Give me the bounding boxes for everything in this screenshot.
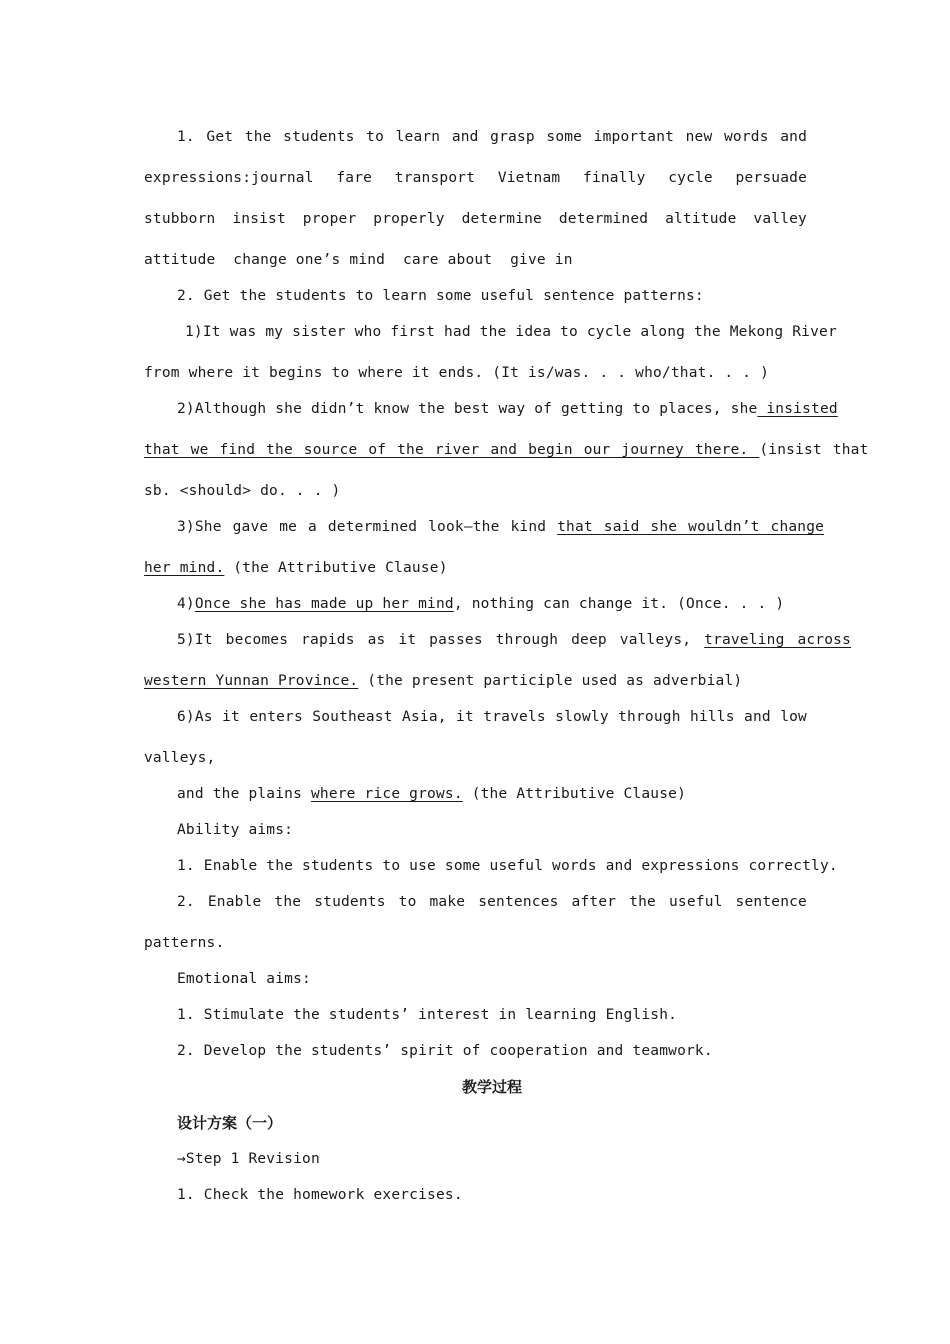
- sentence-2-underlined: insisted: [757, 401, 838, 417]
- plan-heading: 设计方案（一）: [177, 1114, 283, 1132]
- sentence-5-note: (the present participle used as adverbial): [358, 673, 743, 689]
- emotional-aim-1: 1. Stimulate the students’ interest in learning English.: [177, 1007, 678, 1023]
- objective-1-line-1: 1. Get the students to learn and grasp some important new words and: [177, 129, 807, 145]
- sentence-3-line-1: [177, 517, 825, 537]
- sentence-2-text: 2)Although she didn’t know the best way of getting to places, she: [177, 401, 758, 417]
- ability-aim-2-line-1: 2. Enable the students to make sentences after the useful sentence: [177, 894, 807, 910]
- sentence-2-line-3: sb. <should> do. . . ): [144, 483, 341, 499]
- sentence-4-text: , nothing can change it. (Once. . . ): [453, 596, 785, 612]
- sentence-3-underlined: that said she wouldn’t change: [557, 519, 825, 535]
- objective-1-line-4: attitude change one’s mind care about give in: [144, 252, 573, 268]
- sentence-2-line-1: [177, 399, 838, 419]
- sentence-5-underlined: traveling across: [704, 632, 852, 648]
- step-1-item-1: 1. Check the homework exercises.: [177, 1187, 463, 1203]
- sentence-1-line-1: 1)It was my sister who first had the idea to cycle along the Mekong River: [185, 324, 837, 340]
- emotional-aims-title: Emotional aims:: [177, 971, 311, 987]
- ability-aim-1: 1. Enable the students to use some useful words and expressions correctly.: [177, 858, 838, 874]
- sentence-1-line-2: from where it begins to where it ends. (It is/was. . . who/that. . . ): [144, 365, 770, 381]
- sentence-5-underlined-cont: western Yunnan Province.: [144, 673, 359, 689]
- sentence-6-line-3: [177, 784, 807, 804]
- sentence-2-note: (insist that: [759, 442, 869, 458]
- sentence-2-line-2: [144, 440, 869, 460]
- sentence-3-note: (the Attributive Clause): [224, 560, 448, 576]
- step-1-title: →Step 1 Revision: [177, 1151, 320, 1167]
- sentence-4: [177, 594, 807, 614]
- sentence-6-text: and the plains: [177, 786, 311, 802]
- sentence-6-note: (the Attributive Clause): [462, 786, 687, 802]
- sentence-6-underlined: where rice grows.: [310, 786, 463, 802]
- objective-2-line-1: 2. Get the students to learn some useful sentence patterns:: [177, 288, 704, 304]
- ability-aims-title: Ability aims:: [177, 822, 294, 838]
- ability-aim-2-line-2: patterns.: [144, 935, 225, 951]
- sentence-6-line-1: 6)As it enters Southeast Asia, it travels slowly through hills and low: [177, 709, 807, 725]
- objective-1-line-2: expressions:journal fare transport Vietnam finally cycle persuade: [144, 170, 807, 186]
- sentence-5-text: 5)It becomes rapids as it passes through deep valleys,: [177, 632, 705, 648]
- sentence-4-prefix: 4): [177, 596, 195, 612]
- emotional-aim-2: 2. Develop the students’ spirit of cooperation and teamwork.: [177, 1043, 713, 1059]
- sentence-6-line-2: valleys,: [144, 750, 216, 766]
- section-heading: 教学过程: [461, 1078, 522, 1096]
- sentence-3-line-2: [144, 558, 807, 578]
- sentence-4-underlined: Once she has made up her mind: [194, 596, 454, 612]
- sentence-5-line-2: [144, 671, 807, 691]
- sentence-2-underlined-cont: that we find the source of the river and begin our journey there.: [144, 442, 760, 458]
- sentence-3-text: 3)She gave me a determined look—the kind: [177, 519, 558, 535]
- objective-1-line-3: stubborn insist proper properly determine determined altitude valley: [144, 211, 807, 227]
- sentence-5-line-1: [177, 630, 852, 650]
- sentence-3-underlined-cont: her mind.: [144, 560, 225, 576]
